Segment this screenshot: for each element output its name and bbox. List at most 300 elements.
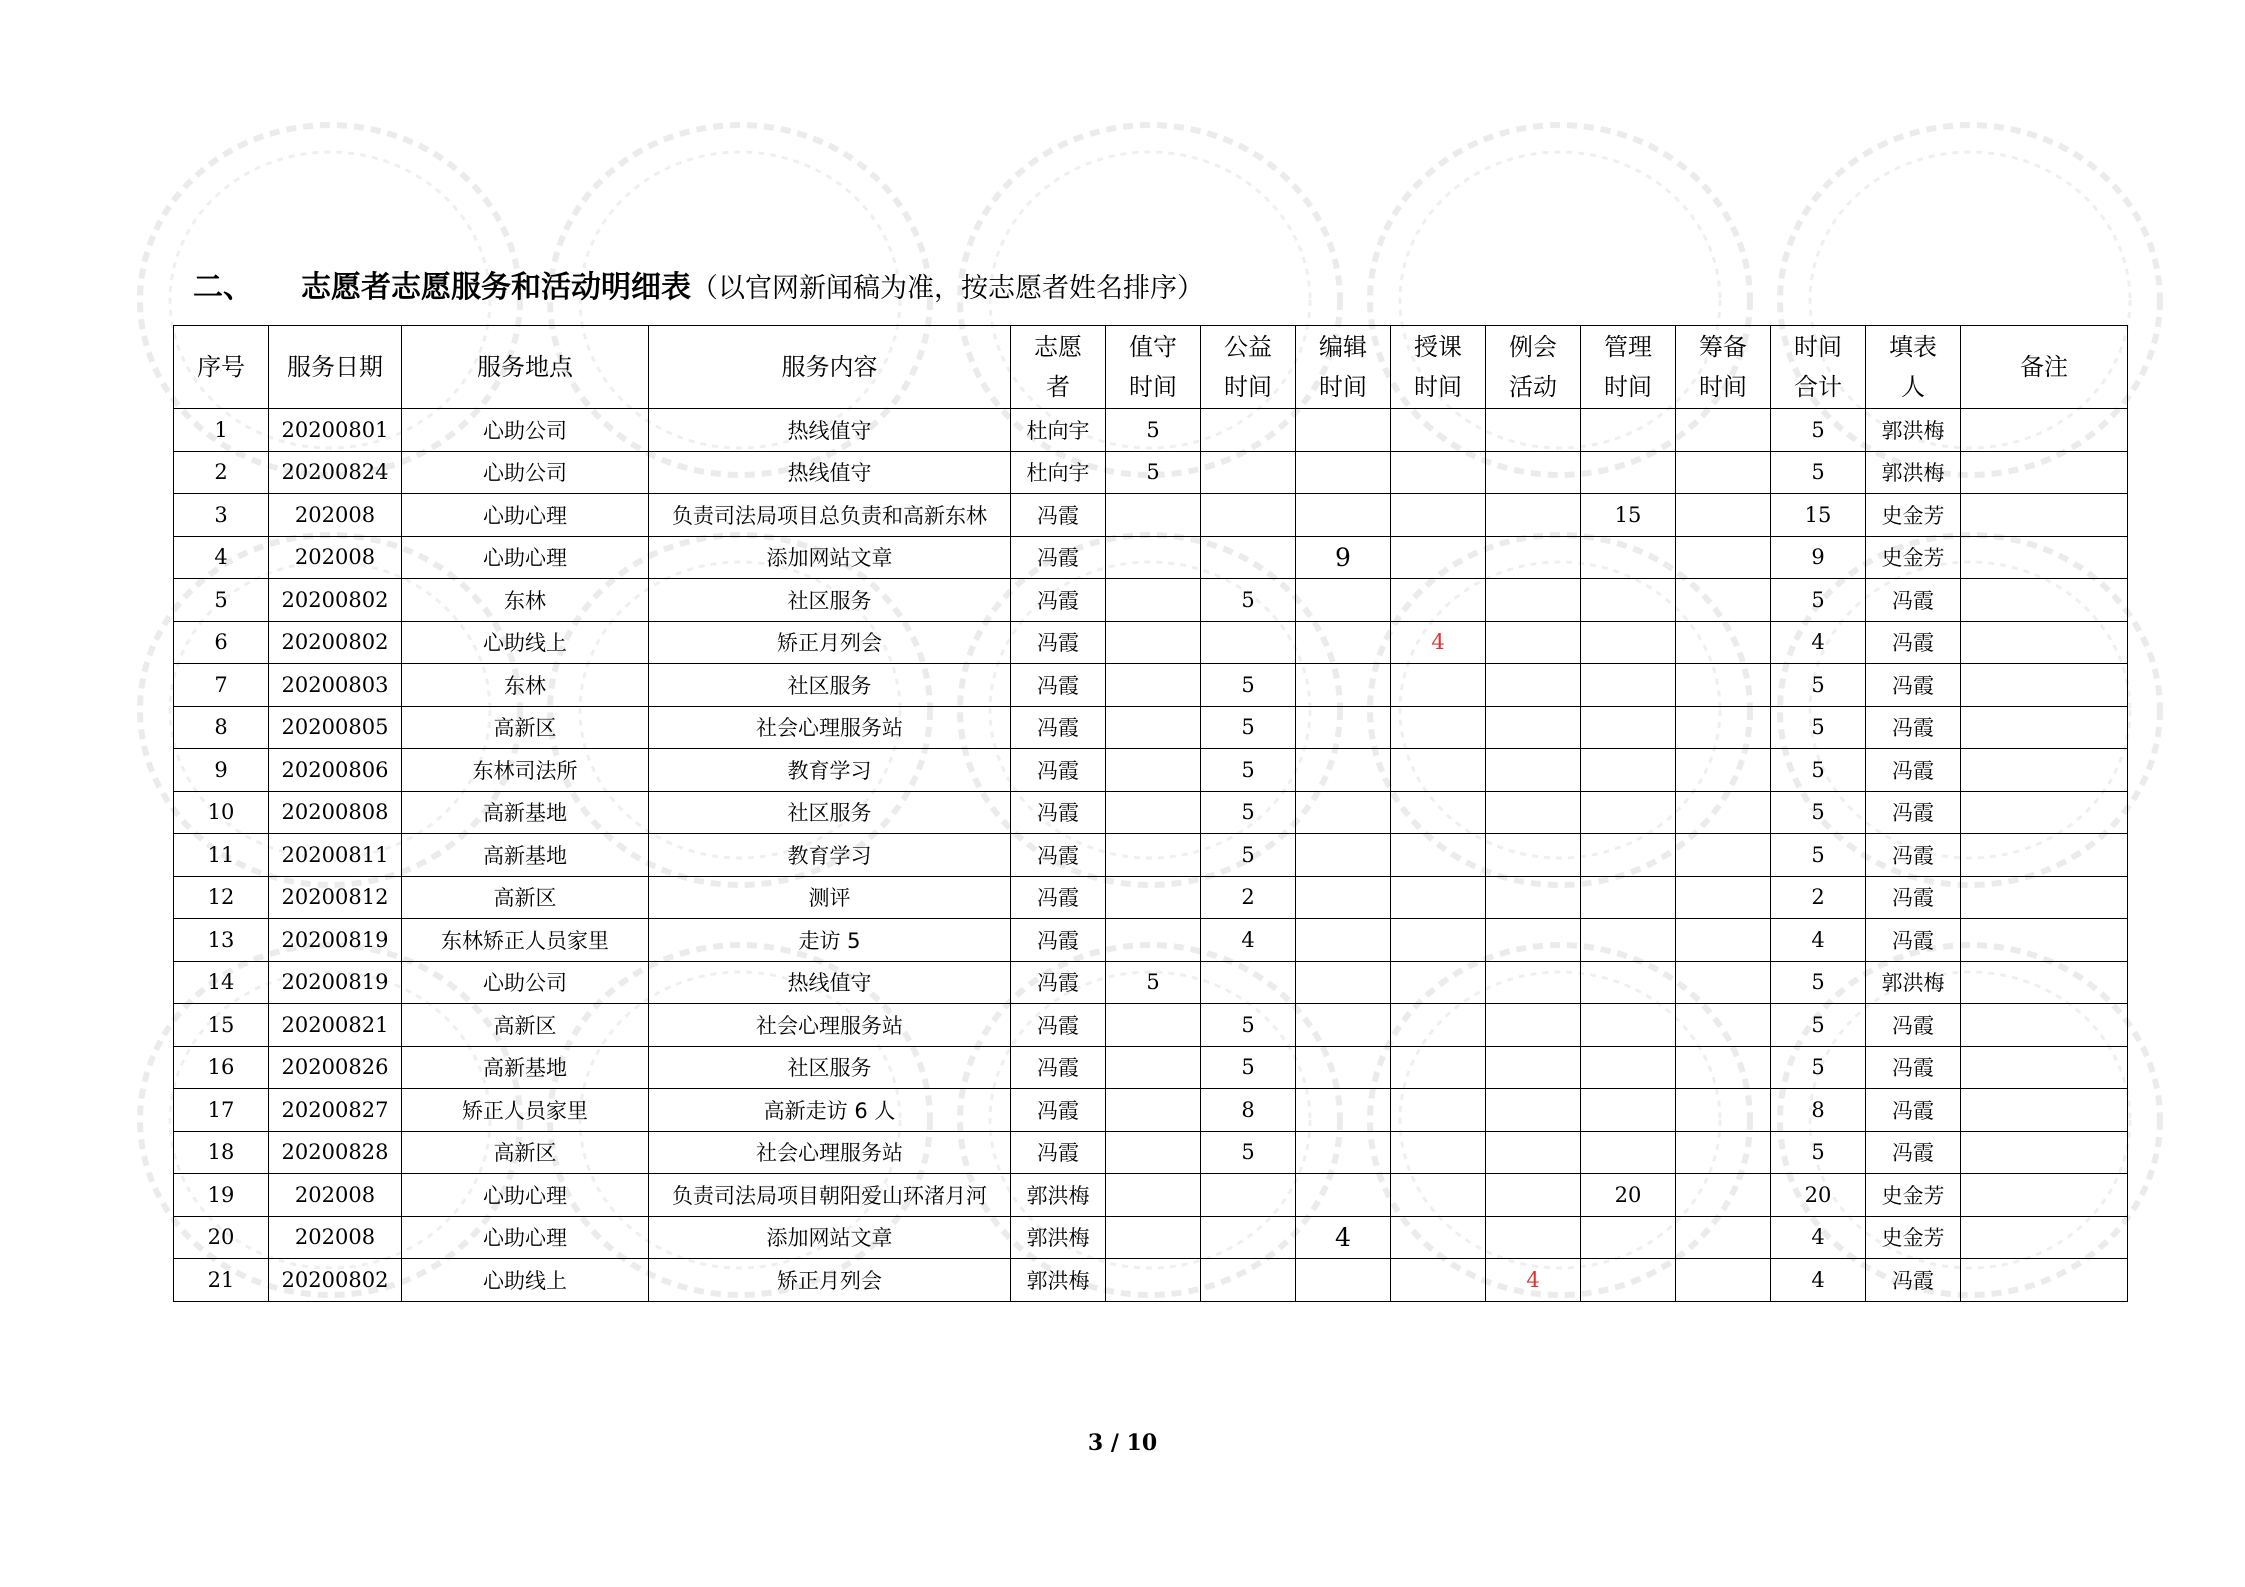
- cell-col-public-welfare-time: 5: [1201, 791, 1296, 834]
- header-col-volunteer: [1011, 326, 1106, 409]
- cell-col-duty-time: [1106, 1216, 1201, 1259]
- cell-col-service-location: 东林司法所: [402, 749, 649, 792]
- cell-col-index: 1: [174, 409, 269, 452]
- cell-col-remarks: [1961, 791, 2128, 834]
- cell-col-index: 7: [174, 664, 269, 707]
- cell-col-preparation-time: [1676, 409, 1771, 452]
- cell-col-service-date: 20200819: [269, 961, 402, 1004]
- cell-col-service-location: 高新基地: [402, 834, 649, 877]
- cell-col-index: 6: [174, 621, 269, 664]
- cell-col-total-time: 4: [1771, 621, 1866, 664]
- cell-col-public-welfare-time: [1201, 536, 1296, 579]
- page-number: 3 / 10: [1087, 1430, 1158, 1456]
- cell-col-public-welfare-time: [1201, 621, 1296, 664]
- cell-col-duty-time: [1106, 1046, 1201, 1089]
- cell-col-filled-by: 冯霞: [1866, 664, 1961, 707]
- header-label-line: 志愿: [1034, 333, 1082, 361]
- cell-col-editing-time: [1296, 1174, 1391, 1217]
- cell-col-teaching-time: [1391, 1089, 1486, 1132]
- cell-col-remarks: [1961, 749, 2128, 792]
- cell-col-total-time: 5: [1771, 706, 1866, 749]
- cell-col-management-time: [1581, 919, 1676, 962]
- cell-col-service-location: 东林: [402, 579, 649, 622]
- cell-col-filled-by: 冯霞: [1866, 749, 1961, 792]
- cell-col-management-time: [1581, 621, 1676, 664]
- cell-col-remarks: [1961, 664, 2128, 707]
- cell-col-remarks: [1961, 621, 2128, 664]
- cell-col-duty-time: [1106, 536, 1201, 579]
- header-col-service-date: [269, 326, 402, 409]
- cell-col-index: 9: [174, 749, 269, 792]
- cell-col-preparation-time: [1676, 579, 1771, 622]
- cell-col-preparation-time: [1676, 749, 1771, 792]
- cell-col-duty-time: 5: [1106, 409, 1201, 452]
- cell-col-teaching-time: [1391, 1046, 1486, 1089]
- table-row: [174, 579, 2128, 622]
- cell-col-teaching-time: [1391, 919, 1486, 962]
- cell-col-editing-time: 4: [1296, 1216, 1391, 1259]
- cell-col-index: 20: [174, 1216, 269, 1259]
- cell-col-preparation-time: [1676, 1259, 1771, 1302]
- cell-col-preparation-time: [1676, 876, 1771, 919]
- cell-col-teaching-time: [1391, 961, 1486, 1004]
- cell-col-editing-time: [1296, 791, 1391, 834]
- cell-col-duty-time: [1106, 1259, 1201, 1302]
- cell-col-meeting-activity: [1486, 1131, 1581, 1174]
- cell-col-preparation-time: [1676, 706, 1771, 749]
- cell-col-service-content: 热线值守: [649, 961, 1011, 1004]
- cell-col-duty-time: [1106, 791, 1201, 834]
- cell-col-service-date: 20200819: [269, 919, 402, 962]
- cell-col-teaching-time: [1391, 664, 1486, 707]
- cell-col-service-content: 负责司法局项目朝阳爱山环渚月河: [649, 1174, 1011, 1217]
- cell-col-editing-time: [1296, 1046, 1391, 1089]
- cell-col-service-content: 社会心理服务站: [649, 1131, 1011, 1174]
- cell-col-volunteer: 冯霞: [1011, 961, 1106, 1004]
- cell-col-remarks: [1961, 451, 2128, 494]
- cell-col-service-content: 添加网站文章: [649, 1216, 1011, 1259]
- cell-col-service-location: 心助线上: [402, 621, 649, 664]
- cell-col-meeting-activity: [1486, 961, 1581, 1004]
- table-row: [174, 1259, 2128, 1302]
- cell-col-filled-by: 史金芳: [1866, 536, 1961, 579]
- cell-col-total-time: 5: [1771, 409, 1866, 452]
- cell-col-service-content: 教育学习: [649, 749, 1011, 792]
- cell-col-remarks: [1961, 1131, 2128, 1174]
- cell-col-volunteer: 冯霞: [1011, 536, 1106, 579]
- cell-col-service-location: 心助心理: [402, 1174, 649, 1217]
- cell-col-management-time: [1581, 1089, 1676, 1132]
- cell-col-management-time: [1581, 791, 1676, 834]
- cell-col-volunteer: 杜向宇: [1011, 409, 1106, 452]
- cell-col-service-date: 20200802: [269, 579, 402, 622]
- cell-col-teaching-time: [1391, 706, 1486, 749]
- cell-col-duty-time: [1106, 919, 1201, 962]
- cell-col-management-time: [1581, 706, 1676, 749]
- cell-col-remarks: [1961, 1216, 2128, 1259]
- cell-col-public-welfare-time: [1201, 409, 1296, 452]
- cell-col-public-welfare-time: [1201, 451, 1296, 494]
- header-col-duty-time: [1106, 326, 1201, 409]
- header-label-line: 授课: [1414, 333, 1462, 361]
- table-row: [174, 536, 2128, 579]
- cell-col-total-time: 15: [1771, 494, 1866, 537]
- cell-col-management-time: [1581, 536, 1676, 579]
- header-label-line: 者: [1046, 373, 1070, 401]
- table-row: [174, 706, 2128, 749]
- cell-col-preparation-time: [1676, 834, 1771, 877]
- cell-col-editing-time: 9: [1296, 536, 1391, 579]
- cell-col-service-date: 20200808: [269, 791, 402, 834]
- cell-col-filled-by: 冯霞: [1866, 706, 1961, 749]
- cell-col-service-location: 高新区: [402, 706, 649, 749]
- cell-col-preparation-time: [1676, 621, 1771, 664]
- cell-col-service-date: 20200802: [269, 1259, 402, 1302]
- cell-col-volunteer: 冯霞: [1011, 876, 1106, 919]
- cell-col-preparation-time: [1676, 1004, 1771, 1047]
- cell-col-management-time: 15: [1581, 494, 1676, 537]
- cell-col-service-location: 心助公司: [402, 961, 649, 1004]
- cell-col-filled-by: 史金芳: [1866, 494, 1961, 537]
- header-label-line: 时间: [1224, 373, 1272, 401]
- cell-col-volunteer: 冯霞: [1011, 1046, 1106, 1089]
- cell-col-editing-time: [1296, 834, 1391, 877]
- cell-col-filled-by: 冯霞: [1866, 621, 1961, 664]
- header-label-line: 编辑: [1319, 333, 1367, 361]
- cell-col-management-time: [1581, 876, 1676, 919]
- table-row: [174, 834, 2128, 877]
- table-row: [174, 1004, 2128, 1047]
- header-label-line: 活动: [1509, 373, 1557, 401]
- table-row: [174, 1216, 2128, 1259]
- header-col-management-time: [1581, 326, 1676, 409]
- cell-col-teaching-time: [1391, 834, 1486, 877]
- table-row: [174, 494, 2128, 537]
- cell-col-service-content: 社区服务: [649, 664, 1011, 707]
- cell-col-meeting-activity: [1486, 664, 1581, 707]
- cell-col-management-time: [1581, 1004, 1676, 1047]
- cell-col-editing-time: [1296, 876, 1391, 919]
- cell-col-volunteer: 冯霞: [1011, 664, 1106, 707]
- cell-col-index: 10: [174, 791, 269, 834]
- cell-col-filled-by: 郭洪梅: [1866, 409, 1961, 452]
- cell-col-service-location: 心助心理: [402, 494, 649, 537]
- cell-col-meeting-activity: [1486, 409, 1581, 452]
- header-col-preparation-time: [1676, 326, 1771, 409]
- cell-col-volunteer: 冯霞: [1011, 749, 1106, 792]
- cell-col-volunteer: 冯霞: [1011, 919, 1106, 962]
- header-label-line: 例会: [1509, 333, 1557, 361]
- section-heading: [193, 262, 1204, 306]
- cell-col-service-location: 高新区: [402, 1131, 649, 1174]
- cell-col-total-time: 5: [1771, 1004, 1866, 1047]
- cell-col-duty-time: [1106, 749, 1201, 792]
- header-label-line: 序号: [197, 353, 245, 381]
- cell-col-meeting-activity: [1486, 579, 1581, 622]
- cell-col-teaching-time: [1391, 1131, 1486, 1174]
- cell-col-teaching-time: [1391, 409, 1486, 452]
- cell-col-meeting-activity: 4: [1486, 1259, 1581, 1302]
- cell-col-service-location: 心助公司: [402, 451, 649, 494]
- cell-col-remarks: [1961, 409, 2128, 452]
- section-number: 二、: [193, 270, 253, 305]
- table-row: [174, 749, 2128, 792]
- cell-col-total-time: 5: [1771, 961, 1866, 1004]
- header-col-total-time: [1771, 326, 1866, 409]
- cell-col-remarks: [1961, 494, 2128, 537]
- cell-col-management-time: [1581, 451, 1676, 494]
- cell-col-service-location: 矫正人员家里: [402, 1089, 649, 1132]
- cell-col-service-date: 202008: [269, 494, 402, 537]
- header-label-line: 服务内容: [781, 353, 878, 381]
- cell-col-total-time: 5: [1771, 579, 1866, 622]
- cell-col-preparation-time: [1676, 919, 1771, 962]
- cell-col-management-time: [1581, 664, 1676, 707]
- cell-col-service-location: 高新基地: [402, 1046, 649, 1089]
- cell-col-duty-time: [1106, 579, 1201, 622]
- cell-col-service-date: 20200801: [269, 409, 402, 452]
- cell-col-management-time: [1581, 749, 1676, 792]
- cell-col-service-content: 社区服务: [649, 791, 1011, 834]
- cell-col-preparation-time: [1676, 1131, 1771, 1174]
- table-row: [174, 1174, 2128, 1217]
- cell-col-index: 2: [174, 451, 269, 494]
- table-row: [174, 876, 2128, 919]
- cell-col-service-content: 社区服务: [649, 1046, 1011, 1089]
- header-label-line: 合计: [1794, 373, 1842, 401]
- cell-col-duty-time: [1106, 1174, 1201, 1217]
- cell-col-management-time: [1581, 1131, 1676, 1174]
- cell-col-remarks: [1961, 706, 2128, 749]
- cell-col-public-welfare-time: 5: [1201, 706, 1296, 749]
- cell-col-remarks: [1961, 876, 2128, 919]
- cell-col-editing-time: [1296, 1089, 1391, 1132]
- cell-col-volunteer: 冯霞: [1011, 579, 1106, 622]
- cell-col-public-welfare-time: [1201, 494, 1296, 537]
- cell-col-teaching-time: 4: [1391, 621, 1486, 664]
- cell-col-total-time: 8: [1771, 1089, 1866, 1132]
- cell-col-duty-time: [1106, 1004, 1201, 1047]
- table-row: [174, 1089, 2128, 1132]
- cell-col-index: 8: [174, 706, 269, 749]
- cell-col-meeting-activity: [1486, 1216, 1581, 1259]
- cell-col-teaching-time: [1391, 451, 1486, 494]
- cell-col-editing-time: [1296, 1259, 1391, 1302]
- header-col-teaching-time: [1391, 326, 1486, 409]
- cell-col-service-location: 心助心理: [402, 1216, 649, 1259]
- cell-col-index: 14: [174, 961, 269, 1004]
- cell-col-volunteer: 郭洪梅: [1011, 1216, 1106, 1259]
- header-label-line: 时间: [1319, 373, 1367, 401]
- header-label-line: 备注: [2020, 353, 2068, 381]
- cell-col-remarks: [1961, 961, 2128, 1004]
- cell-col-service-date: 202008: [269, 1174, 402, 1217]
- cell-col-volunteer: 杜向宇: [1011, 451, 1106, 494]
- cell-col-volunteer: 冯霞: [1011, 494, 1106, 537]
- cell-col-volunteer: 郭洪梅: [1011, 1174, 1106, 1217]
- cell-col-meeting-activity: [1486, 1004, 1581, 1047]
- cell-col-editing-time: [1296, 451, 1391, 494]
- cell-col-volunteer: 冯霞: [1011, 706, 1106, 749]
- cell-col-filled-by: 冯霞: [1866, 1004, 1961, 1047]
- header-col-meeting-activity: [1486, 326, 1581, 409]
- cell-col-preparation-time: [1676, 1089, 1771, 1132]
- cell-col-teaching-time: [1391, 791, 1486, 834]
- header-col-index: [174, 326, 269, 409]
- table-row: [174, 409, 2128, 452]
- cell-col-service-date: 20200826: [269, 1046, 402, 1089]
- cell-col-preparation-time: [1676, 494, 1771, 537]
- cell-col-service-content: 教育学习: [649, 834, 1011, 877]
- cell-col-editing-time: [1296, 961, 1391, 1004]
- cell-col-service-content: 走访 5: [649, 919, 1011, 962]
- cell-col-service-content: 矫正月列会: [649, 1259, 1011, 1302]
- cell-col-public-welfare-time: 5: [1201, 834, 1296, 877]
- cell-col-total-time: 5: [1771, 749, 1866, 792]
- cell-col-teaching-time: [1391, 1174, 1486, 1217]
- cell-col-public-welfare-time: 5: [1201, 749, 1296, 792]
- cell-col-total-time: 4: [1771, 1216, 1866, 1259]
- cell-col-service-location: 高新基地: [402, 791, 649, 834]
- cell-col-teaching-time: [1391, 1216, 1486, 1259]
- cell-col-total-time: 4: [1771, 1259, 1866, 1302]
- cell-col-remarks: [1961, 536, 2128, 579]
- cell-col-management-time: [1581, 1216, 1676, 1259]
- header-label-line: 时间: [1604, 373, 1652, 401]
- cell-col-filled-by: 郭洪梅: [1866, 961, 1961, 1004]
- cell-col-filled-by: 冯霞: [1866, 1259, 1961, 1302]
- cell-col-index: 4: [174, 536, 269, 579]
- cell-col-service-content: 热线值守: [649, 409, 1011, 452]
- table-row: [174, 1046, 2128, 1089]
- cell-col-teaching-time: [1391, 494, 1486, 537]
- cell-col-service-date: 20200805: [269, 706, 402, 749]
- cell-col-editing-time: [1296, 494, 1391, 537]
- cell-col-meeting-activity: [1486, 494, 1581, 537]
- cell-col-editing-time: [1296, 749, 1391, 792]
- cell-col-preparation-time: [1676, 451, 1771, 494]
- cell-col-preparation-time: [1676, 664, 1771, 707]
- table-row: [174, 791, 2128, 834]
- cell-col-meeting-activity: [1486, 536, 1581, 579]
- table-row: [174, 919, 2128, 962]
- cell-col-service-location: 高新区: [402, 1004, 649, 1047]
- header-col-service-location: [402, 326, 649, 409]
- cell-col-preparation-time: [1676, 1216, 1771, 1259]
- cell-col-volunteer: 冯霞: [1011, 834, 1106, 877]
- cell-col-remarks: [1961, 1174, 2128, 1217]
- cell-col-total-time: 5: [1771, 791, 1866, 834]
- cell-col-service-date: 20200811: [269, 834, 402, 877]
- cell-col-total-time: 5: [1771, 834, 1866, 877]
- header-col-service-content: [649, 326, 1011, 409]
- cell-col-service-date: 20200803: [269, 664, 402, 707]
- cell-col-total-time: 5: [1771, 1046, 1866, 1089]
- cell-col-public-welfare-time: [1201, 1174, 1296, 1217]
- cell-col-service-location: 东林: [402, 664, 649, 707]
- cell-col-service-location: 心助公司: [402, 409, 649, 452]
- volunteer-detail-table: [173, 325, 2128, 1302]
- cell-col-public-welfare-time: [1201, 1259, 1296, 1302]
- cell-col-public-welfare-time: 5: [1201, 664, 1296, 707]
- cell-col-index: 13: [174, 919, 269, 962]
- header-label-line: 筹备: [1699, 333, 1747, 361]
- cell-col-preparation-time: [1676, 1174, 1771, 1217]
- header-label-line: 服务地点: [477, 353, 573, 381]
- cell-col-teaching-time: [1391, 1259, 1486, 1302]
- cell-col-meeting-activity: [1486, 451, 1581, 494]
- cell-col-public-welfare-time: 4: [1201, 919, 1296, 962]
- cell-col-index: 3: [174, 494, 269, 537]
- cell-col-teaching-time: [1391, 749, 1486, 792]
- cell-col-preparation-time: [1676, 961, 1771, 1004]
- cell-col-meeting-activity: [1486, 621, 1581, 664]
- cell-col-index: 5: [174, 579, 269, 622]
- cell-col-volunteer: 冯霞: [1011, 621, 1106, 664]
- cell-col-teaching-time: [1391, 876, 1486, 919]
- cell-col-remarks: [1961, 1259, 2128, 1302]
- cell-col-remarks: [1961, 1089, 2128, 1132]
- section-title: 志愿者志愿服务和活动明细表: [301, 270, 691, 305]
- header-col-filled-by: [1866, 326, 1961, 409]
- cell-col-remarks: [1961, 1046, 2128, 1089]
- cell-col-service-date: 20200806: [269, 749, 402, 792]
- cell-col-service-location: 高新区: [402, 876, 649, 919]
- cell-col-management-time: [1581, 1259, 1676, 1302]
- cell-col-index: 16: [174, 1046, 269, 1089]
- cell-col-editing-time: [1296, 579, 1391, 622]
- cell-col-total-time: 5: [1771, 664, 1866, 707]
- cell-col-editing-time: [1296, 409, 1391, 452]
- cell-col-management-time: [1581, 579, 1676, 622]
- cell-col-service-date: 202008: [269, 1216, 402, 1259]
- header-label-line: 时间: [1699, 373, 1747, 401]
- cell-col-filled-by: 冯霞: [1866, 1131, 1961, 1174]
- cell-col-filled-by: 冯霞: [1866, 876, 1961, 919]
- cell-col-meeting-activity: [1486, 749, 1581, 792]
- cell-col-volunteer: 冯霞: [1011, 1131, 1106, 1174]
- cell-col-duty-time: [1106, 621, 1201, 664]
- cell-col-management-time: [1581, 834, 1676, 877]
- cell-col-filled-by: 史金芳: [1866, 1174, 1961, 1217]
- cell-col-duty-time: [1106, 834, 1201, 877]
- cell-col-public-welfare-time: 5: [1201, 1046, 1296, 1089]
- cell-col-volunteer: 冯霞: [1011, 1004, 1106, 1047]
- cell-col-editing-time: [1296, 1004, 1391, 1047]
- cell-col-remarks: [1961, 579, 2128, 622]
- table-row: [174, 1131, 2128, 1174]
- cell-col-editing-time: [1296, 1131, 1391, 1174]
- cell-col-duty-time: 5: [1106, 961, 1201, 1004]
- cell-col-service-date: 20200828: [269, 1131, 402, 1174]
- table-header-row: [174, 326, 2128, 409]
- cell-col-service-content: 社区服务: [649, 579, 1011, 622]
- cell-col-filled-by: 郭洪梅: [1866, 451, 1961, 494]
- cell-col-service-date: 20200821: [269, 1004, 402, 1047]
- cell-col-index: 18: [174, 1131, 269, 1174]
- cell-col-preparation-time: [1676, 1046, 1771, 1089]
- cell-col-meeting-activity: [1486, 919, 1581, 962]
- header-label-line: 填表: [1889, 333, 1937, 361]
- cell-col-teaching-time: [1391, 1004, 1486, 1047]
- cell-col-service-date: 20200802: [269, 621, 402, 664]
- header-label-line: 服务日期: [287, 353, 383, 381]
- cell-col-teaching-time: [1391, 579, 1486, 622]
- cell-col-service-date: 20200824: [269, 451, 402, 494]
- cell-col-volunteer: 冯霞: [1011, 1089, 1106, 1132]
- cell-col-filled-by: 冯霞: [1866, 919, 1961, 962]
- cell-col-total-time: 5: [1771, 451, 1866, 494]
